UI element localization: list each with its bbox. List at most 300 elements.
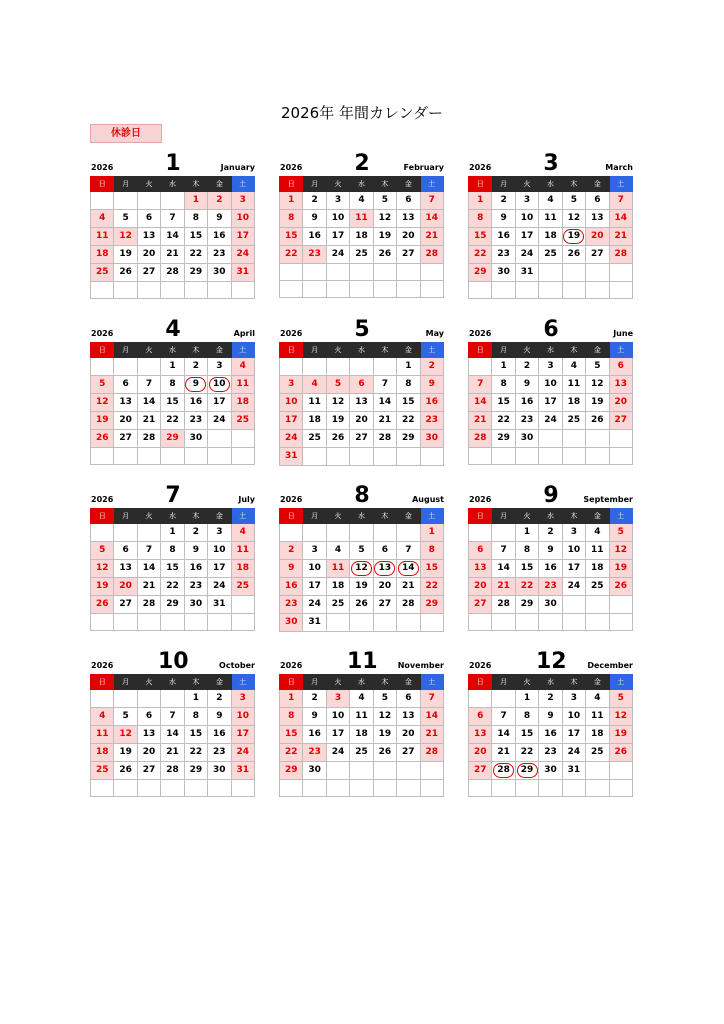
month-header <box>468 480 633 508</box>
day-cell: 25 <box>231 578 254 596</box>
day-cell: 14 <box>420 708 443 726</box>
empty-cell <box>231 780 254 797</box>
weekday-label: 木 <box>373 509 396 524</box>
day-cell: 24 <box>326 744 349 762</box>
month-year: 2026 <box>280 163 303 172</box>
empty-cell <box>492 448 515 465</box>
month-5 <box>279 314 444 466</box>
day-cell: 14 <box>137 560 160 578</box>
empty-cell <box>586 430 609 448</box>
empty-cell <box>562 430 585 448</box>
day-cell: 10 <box>231 210 254 228</box>
empty-cell <box>114 358 137 376</box>
day-cell: 5 <box>91 376 114 394</box>
day-cell: 29 <box>161 596 184 614</box>
day-cell: 27 <box>397 744 420 762</box>
day-cell: 11 <box>326 560 349 578</box>
week-row <box>469 614 633 631</box>
day-cell: 5 <box>114 210 137 228</box>
month-header <box>279 646 444 674</box>
day-cell: 20 <box>137 246 160 264</box>
day-cell: 23 <box>539 744 562 762</box>
empty-cell <box>469 614 492 631</box>
week-row <box>469 448 633 465</box>
month-year: 2026 <box>91 163 114 172</box>
day-cell: 23 <box>184 412 207 430</box>
day-cell: 2 <box>539 690 562 708</box>
week-row <box>91 560 255 578</box>
day-cell: 20 <box>469 744 492 762</box>
day-cell: 14 <box>492 726 515 744</box>
weekday-label: 日 <box>469 343 492 358</box>
day-cell: 15 <box>397 394 420 412</box>
day-cell: 9 <box>539 708 562 726</box>
weekday-label: 木 <box>373 177 396 192</box>
weekday-label: 月 <box>114 675 137 690</box>
day-cell: 5 <box>373 690 396 708</box>
week-row <box>280 430 444 448</box>
week-row <box>280 744 444 762</box>
empty-cell <box>350 762 373 780</box>
day-cell: 5 <box>586 358 609 376</box>
empty-cell <box>397 264 420 281</box>
empty-cell <box>91 448 114 465</box>
day-cell: 18 <box>586 560 609 578</box>
day-cell: 24 <box>562 578 585 596</box>
empty-cell <box>609 596 632 614</box>
day-cell: 3 <box>515 192 538 210</box>
week-row <box>280 726 444 744</box>
empty-cell <box>208 282 231 299</box>
empty-cell <box>609 430 632 448</box>
day-cell: 22 <box>515 744 538 762</box>
week-row <box>469 744 633 762</box>
day-cell: 11 <box>539 210 562 228</box>
month-header <box>90 480 255 508</box>
empty-cell <box>397 281 420 298</box>
day-cell: 29 <box>515 596 538 614</box>
day-cell: 1 <box>161 524 184 542</box>
day-cell: 6 <box>114 376 137 394</box>
day-cell: 27 <box>137 264 160 282</box>
month-number: 2 <box>354 151 370 176</box>
weekday-label: 火 <box>515 675 538 690</box>
day-cell: 27 <box>114 430 137 448</box>
week-row <box>280 542 444 560</box>
day-cell: 13 <box>137 228 160 246</box>
empty-cell <box>350 358 373 376</box>
weekday-label: 月 <box>114 343 137 358</box>
weekday-label: 金 <box>586 509 609 524</box>
weekday-header-row <box>280 675 444 690</box>
empty-cell <box>231 282 254 299</box>
weekday-label: 日 <box>91 509 114 524</box>
month-table <box>279 508 444 632</box>
weekday-label: 土 <box>231 177 254 192</box>
day-cell: 16 <box>280 578 303 596</box>
day-cell: 9 <box>280 560 303 578</box>
empty-cell <box>515 614 538 631</box>
day-cell: 2 <box>515 358 538 376</box>
day-cell: 20 <box>469 578 492 596</box>
day-cell: 19 <box>91 412 114 430</box>
week-row <box>91 690 255 708</box>
week-row <box>91 614 255 631</box>
day-cell: 28 <box>609 246 632 264</box>
day-cell: 8 <box>280 708 303 726</box>
empty-cell <box>280 264 303 281</box>
day-cell: 25 <box>586 744 609 762</box>
month-1 <box>90 148 255 299</box>
week-row <box>280 358 444 376</box>
day-cell: 11 <box>231 542 254 560</box>
day-cell: 15 <box>161 560 184 578</box>
day-cell: 26 <box>373 246 396 264</box>
day-cell: 23 <box>420 412 443 430</box>
day-cell: 21 <box>609 228 632 246</box>
day-cell: 5 <box>350 542 373 560</box>
day-cell <box>492 762 515 780</box>
day-cell: 3 <box>208 524 231 542</box>
day-cell: 8 <box>184 210 207 228</box>
day-cell: 25 <box>586 578 609 596</box>
empty-cell <box>539 264 562 282</box>
day-cell: 17 <box>326 228 349 246</box>
day-cell: 26 <box>114 264 137 282</box>
day-cell: 19 <box>91 578 114 596</box>
empty-cell <box>326 762 349 780</box>
month-12 <box>468 646 633 797</box>
day-cell: 15 <box>161 394 184 412</box>
empty-cell <box>562 282 585 299</box>
day-cell: 22 <box>515 578 538 596</box>
day-cell: 18 <box>303 412 326 430</box>
day-cell: 4 <box>350 192 373 210</box>
day-cell: 24 <box>231 744 254 762</box>
day-cell: 20 <box>350 412 373 430</box>
week-row <box>469 228 633 246</box>
weekday-label: 水 <box>539 509 562 524</box>
day-cell: 25 <box>326 596 349 614</box>
month-header <box>279 480 444 508</box>
empty-cell <box>373 762 396 780</box>
empty-cell <box>91 192 114 210</box>
day-cell: 17 <box>208 560 231 578</box>
day-cell: 9 <box>420 376 443 394</box>
day-cell: 21 <box>492 578 515 596</box>
week-row <box>280 412 444 430</box>
week-row <box>91 762 255 780</box>
empty-cell <box>609 264 632 282</box>
day-cell: 3 <box>231 690 254 708</box>
day-cell: 13 <box>137 726 160 744</box>
day-cell: 8 <box>280 210 303 228</box>
day-cell: 1 <box>184 690 207 708</box>
day-cell: 21 <box>137 578 160 596</box>
day-cell: 5 <box>373 192 396 210</box>
day-cell: 16 <box>303 726 326 744</box>
month-year: 2026 <box>91 329 114 338</box>
day-cell: 26 <box>586 412 609 430</box>
month-number: 6 <box>543 317 559 342</box>
day-cell: 6 <box>137 210 160 228</box>
day-cell: 6 <box>397 690 420 708</box>
empty-cell <box>114 192 137 210</box>
month-number: 3 <box>543 151 559 176</box>
day-cell: 7 <box>469 376 492 394</box>
weekday-label: 土 <box>420 177 443 192</box>
month-name-en: April <box>233 329 255 338</box>
day-cell: 27 <box>469 596 492 614</box>
month-header <box>279 314 444 342</box>
day-cell: 24 <box>208 578 231 596</box>
week-row <box>91 264 255 282</box>
week-row <box>469 246 633 264</box>
day-cell: 17 <box>562 726 585 744</box>
weekday-label: 木 <box>373 343 396 358</box>
day-cell: 26 <box>373 744 396 762</box>
day-cell: 5 <box>609 524 632 542</box>
month-header <box>468 646 633 674</box>
day-cell: 24 <box>515 246 538 264</box>
empty-cell <box>208 430 231 448</box>
day-cell: 12 <box>114 726 137 744</box>
day-cell: 4 <box>231 524 254 542</box>
weekday-label: 木 <box>184 343 207 358</box>
day-cell: 5 <box>114 708 137 726</box>
week-row <box>280 210 444 228</box>
month-name-en: January <box>220 163 255 172</box>
empty-cell <box>373 614 396 632</box>
weekday-label: 木 <box>562 343 585 358</box>
week-row <box>469 578 633 596</box>
day-cell: 16 <box>208 228 231 246</box>
day-cell: 7 <box>492 542 515 560</box>
weekday-label: 火 <box>515 177 538 192</box>
day-cell: 25 <box>303 430 326 448</box>
empty-cell <box>562 596 585 614</box>
day-cell: 13 <box>397 210 420 228</box>
empty-cell <box>326 448 349 466</box>
empty-cell <box>326 524 349 542</box>
empty-cell <box>420 780 443 797</box>
day-cell: 31 <box>280 448 303 466</box>
empty-cell <box>515 282 538 299</box>
empty-cell <box>350 264 373 281</box>
empty-cell <box>208 780 231 797</box>
day-cell: 10 <box>280 394 303 412</box>
month-year: 2026 <box>469 163 492 172</box>
day-cell: 8 <box>161 542 184 560</box>
empty-cell <box>515 448 538 465</box>
day-cell: 8 <box>161 376 184 394</box>
week-row <box>469 690 633 708</box>
month-2 <box>279 148 444 298</box>
day-cell: 12 <box>91 560 114 578</box>
day-cell: 16 <box>420 394 443 412</box>
week-row <box>469 282 633 299</box>
empty-cell <box>137 192 160 210</box>
day-cell: 29 <box>420 596 443 614</box>
month-header <box>90 314 255 342</box>
week-row <box>280 448 444 466</box>
empty-cell <box>562 614 585 631</box>
empty-cell <box>609 780 632 797</box>
weekday-label: 火 <box>326 675 349 690</box>
empty-cell <box>137 690 160 708</box>
day-cell: 9 <box>184 542 207 560</box>
day-cell: 30 <box>492 264 515 282</box>
day-cell: 2 <box>303 192 326 210</box>
weekday-label: 月 <box>303 177 326 192</box>
month-table <box>468 508 633 631</box>
day-cell: 6 <box>469 708 492 726</box>
day-cell: 10 <box>231 708 254 726</box>
day-cell: 11 <box>350 210 373 228</box>
day-cell: 25 <box>350 246 373 264</box>
day-cell: 12 <box>562 210 585 228</box>
empty-cell <box>326 614 349 632</box>
day-cell: 1 <box>280 192 303 210</box>
empty-cell <box>397 614 420 632</box>
empty-cell <box>280 281 303 298</box>
month-header <box>279 148 444 176</box>
week-row <box>469 394 633 412</box>
day-cell: 18 <box>350 228 373 246</box>
day-cell: 1 <box>469 192 492 210</box>
day-cell: 2 <box>184 524 207 542</box>
weekday-label: 日 <box>469 675 492 690</box>
empty-cell <box>326 780 349 797</box>
day-cell: 11 <box>586 542 609 560</box>
day-cell: 22 <box>492 412 515 430</box>
day-cell: 6 <box>469 542 492 560</box>
empty-cell <box>373 524 396 542</box>
day-cell: 4 <box>91 708 114 726</box>
weekday-label: 土 <box>420 509 443 524</box>
day-cell: 20 <box>137 744 160 762</box>
month-year: 2026 <box>280 661 303 670</box>
day-cell: 17 <box>280 412 303 430</box>
weekday-label: 金 <box>208 343 231 358</box>
day-cell: 15 <box>515 726 538 744</box>
day-cell: 10 <box>515 210 538 228</box>
day-cell: 4 <box>562 358 585 376</box>
weekday-header-row <box>469 509 633 524</box>
weekday-label: 木 <box>184 177 207 192</box>
empty-cell <box>539 282 562 299</box>
weekday-label: 土 <box>420 675 443 690</box>
week-row <box>280 264 444 281</box>
day-cell: 24 <box>303 596 326 614</box>
day-cell: 2 <box>208 690 231 708</box>
month-header <box>90 646 255 674</box>
weekday-label: 水 <box>539 177 562 192</box>
day-cell: 19 <box>326 412 349 430</box>
day-cell: 5 <box>609 690 632 708</box>
month-name-en: February <box>403 163 444 172</box>
day-cell: 16 <box>184 560 207 578</box>
week-row <box>469 762 633 780</box>
weekday-label: 月 <box>303 343 326 358</box>
day-cell: 16 <box>208 726 231 744</box>
weekday-label: 土 <box>609 343 632 358</box>
closed-day-circle: 29 <box>517 763 538 778</box>
week-row <box>469 780 633 797</box>
day-cell: 6 <box>397 192 420 210</box>
week-row <box>469 560 633 578</box>
weekday-label: 金 <box>586 177 609 192</box>
week-row <box>280 596 444 614</box>
weekday-label: 月 <box>492 675 515 690</box>
day-cell: 18 <box>91 246 114 264</box>
day-cell: 21 <box>161 246 184 264</box>
day-cell: 1 <box>515 524 538 542</box>
day-cell: 30 <box>208 762 231 780</box>
month-name-en: July <box>238 495 255 504</box>
empty-cell <box>397 448 420 466</box>
weekday-label: 土 <box>609 509 632 524</box>
day-cell: 5 <box>326 376 349 394</box>
week-row <box>280 376 444 394</box>
day-cell: 8 <box>515 708 538 726</box>
day-cell: 7 <box>397 542 420 560</box>
day-cell: 11 <box>303 394 326 412</box>
day-cell: 28 <box>137 430 160 448</box>
closed-day-circle: 19 <box>563 229 584 244</box>
day-cell: 15 <box>469 228 492 246</box>
day-cell: 13 <box>469 726 492 744</box>
day-cell: 6 <box>373 542 396 560</box>
day-cell: 31 <box>231 264 254 282</box>
empty-cell <box>91 614 114 631</box>
day-cell: 1 <box>420 524 443 542</box>
weekday-label: 日 <box>280 343 303 358</box>
week-row <box>469 358 633 376</box>
day-cell: 8 <box>469 210 492 228</box>
month-number: 10 <box>158 649 189 674</box>
closed-day-circle: 9 <box>185 377 206 392</box>
weekday-label: 水 <box>350 509 373 524</box>
day-cell: 17 <box>208 394 231 412</box>
month-table <box>468 674 633 797</box>
day-cell: 1 <box>161 358 184 376</box>
empty-cell <box>350 448 373 466</box>
day-cell: 23 <box>303 246 326 264</box>
day-cell: 22 <box>280 744 303 762</box>
empty-cell <box>91 780 114 797</box>
day-cell: 25 <box>231 412 254 430</box>
weekday-label: 水 <box>350 343 373 358</box>
day-cell: 8 <box>515 542 538 560</box>
empty-cell <box>350 281 373 298</box>
day-cell: 24 <box>208 412 231 430</box>
day-cell: 10 <box>562 708 585 726</box>
day-cell: 17 <box>539 394 562 412</box>
weekday-header-row <box>280 509 444 524</box>
day-cell: 8 <box>420 542 443 560</box>
week-row <box>91 282 255 299</box>
empty-cell <box>492 282 515 299</box>
day-cell: 25 <box>350 744 373 762</box>
day-cell: 3 <box>208 358 231 376</box>
month-number: 1 <box>165 151 181 176</box>
day-cell: 28 <box>161 264 184 282</box>
empty-cell <box>586 264 609 282</box>
day-cell: 23 <box>184 578 207 596</box>
empty-cell <box>420 614 443 632</box>
week-row <box>280 560 444 578</box>
